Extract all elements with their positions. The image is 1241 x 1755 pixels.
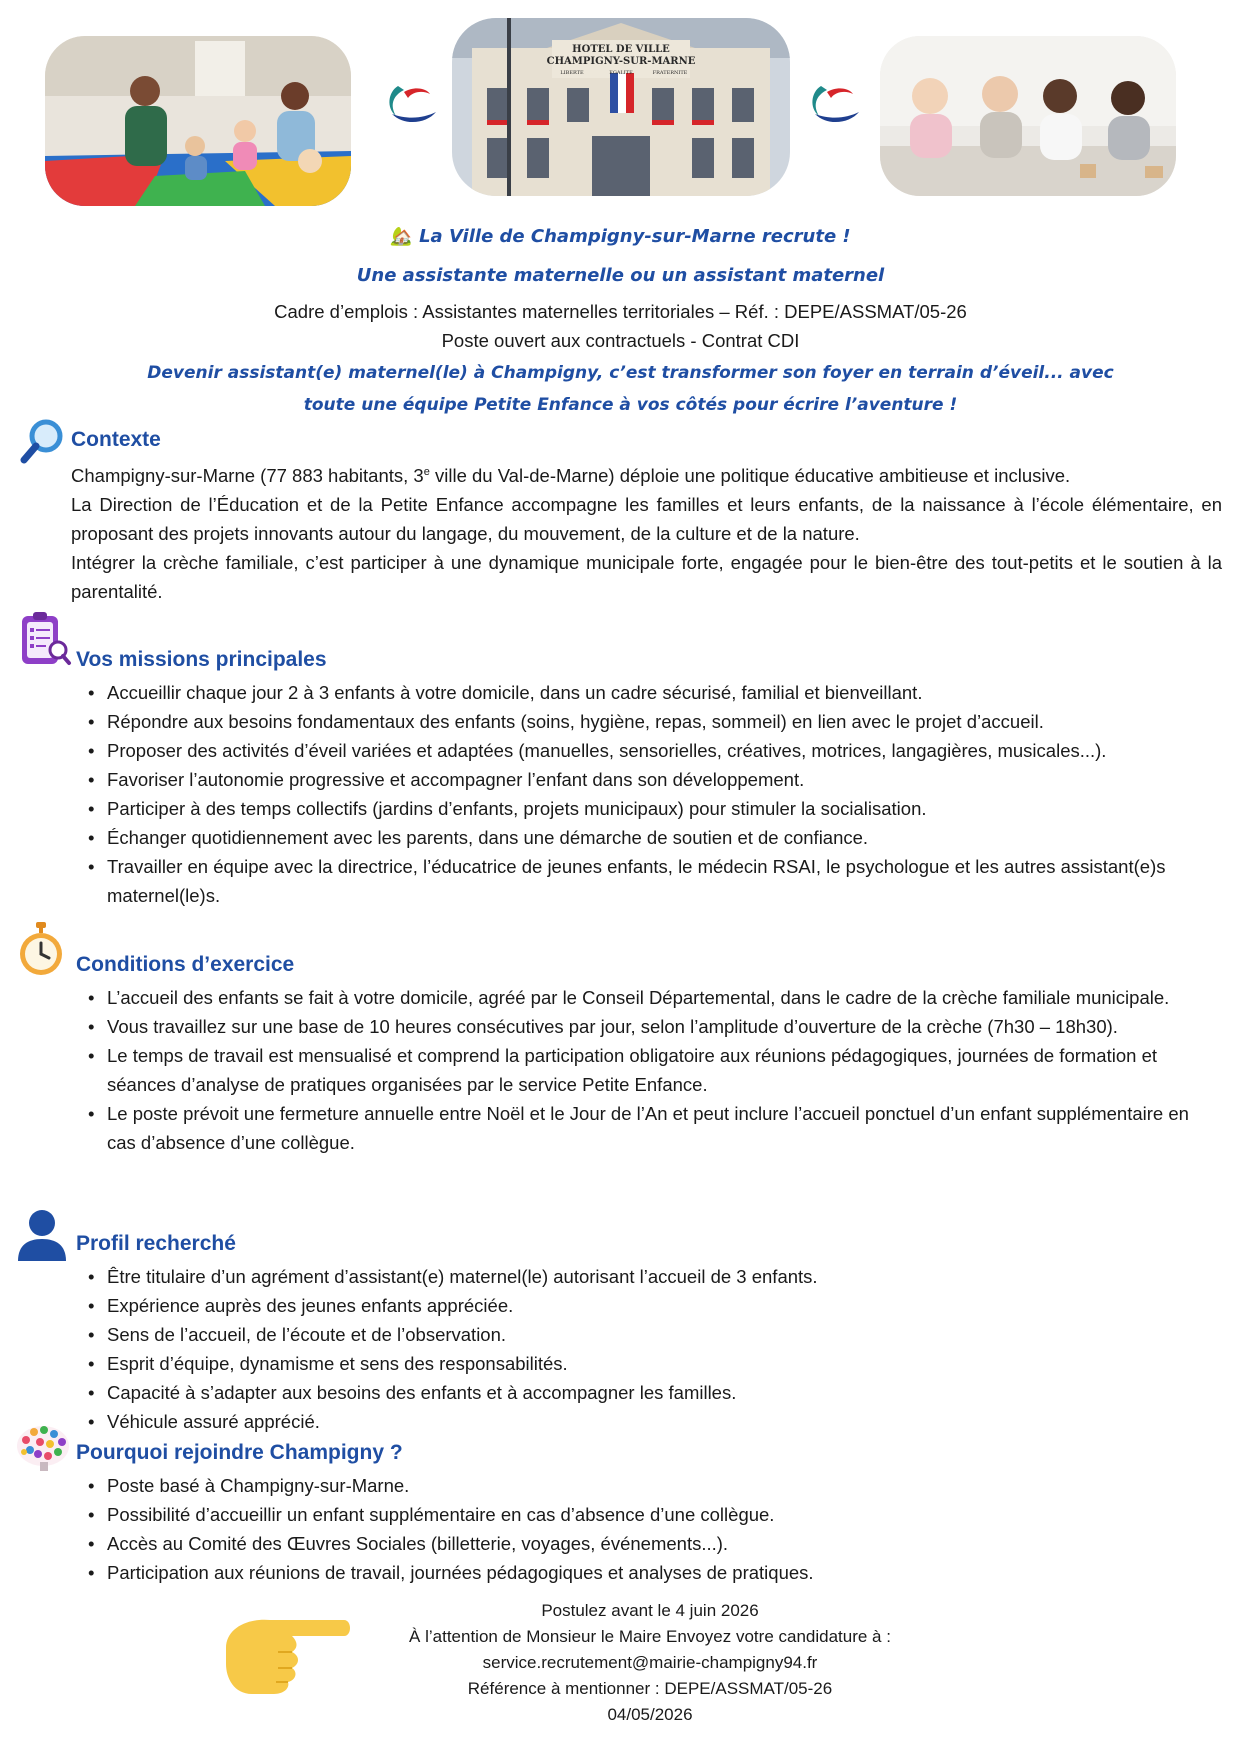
profil-list	[86, 1262, 1216, 1436]
person-icon	[14, 1207, 70, 1263]
list-item: • Accès au Comité des Œuvres Sociales (billetterie, voyages, événements...).	[86, 1529, 1216, 1558]
list-item: • Possibilité d’accueillir un enfant supplémentaire en cas d’absence d’une collègue.	[86, 1500, 1216, 1529]
tagline-line-2: toute une équipe Petite Enfance à vos côtés pour écrire l’aventure !	[303, 395, 958, 415]
footer	[340, 1598, 960, 1728]
reference-text: Référence à mentionner : DEPE/ASSMAT/05-26	[467, 1679, 833, 1698]
clipboard-icon	[16, 610, 72, 670]
missions-list	[86, 678, 1216, 910]
list-item: • Expérience auprès des jeunes enfants appréciée.	[86, 1291, 1216, 1320]
contexte-paragraph-3: Intégrer la crèche familiale, c’est participer à une dynamique municipale forte, engagée pour le bien-être des tout-petits et le soutien à la parentalité.	[71, 552, 1222, 603]
list-item: • Sens de l’accueil, de l’écoute et de l’observation.	[86, 1320, 1216, 1349]
list-item: • Le poste prévoit une fermeture annuelle entre Noël et le Jour de l’An et peut inclure l’accueil ponctuel d’un enfant supplémentaire en cas d’absence d’une collègue.	[86, 1099, 1216, 1157]
champigny-logo-icon	[382, 78, 440, 128]
list-item: • Accueillir chaque jour 2 à 3 enfants à votre domicile, dans un cadre sécurisé, familial et bienveillant.	[86, 678, 1216, 707]
list-item: • Être titulaire d’un agrément d’assistant(e) maternel(le) autorisant l’accueil de 3 enfants.	[86, 1262, 1216, 1291]
list-item: • Esprit d’équipe, dynamisme et sens des responsabilités.	[86, 1349, 1216, 1378]
contexte-body	[71, 458, 1222, 606]
contexte-paragraph-2: La Direction de l’Éducation et de la Petite Enfance accompagne les familles et leurs enfants, de la naissance à l’école élémentaire, en proposant des projets innovants autour du langage, du mouvement, de la culture et de la nature.	[71, 494, 1222, 545]
email-link[interactable]: service.recrutement@mairie-champigny94.fr	[482, 1653, 818, 1672]
contexte-paragraph-1: Champigny-sur-Marne (77 883 habitants, 3e ville du Val-de-Marne) déploie une politique éducative ambitieuse et inclusive.	[71, 465, 1071, 487]
conditions-list	[86, 983, 1216, 1157]
tagline-line-1: Devenir assistant(e) maternel(le) à Champigny, c’est transformer son foyer en terrain d’éveil... avec	[147, 363, 1114, 383]
list-item: • Favoriser l’autonomie progressive et accompagner l’enfant dans son développement.	[86, 765, 1216, 794]
list-item: • Vous travaillez sur une base de 10 heures consécutives par jour, selon l’amplitude d’ouverture de la crèche (7h30 – 18h30).	[86, 1012, 1216, 1041]
list-item: • Répondre aux besoins fondamentaux des enfants (soins, hygiène, repas, sommeil) en lien avec le projet d’accueil.	[86, 707, 1216, 736]
subtitle: Une assistante maternelle ou un assistant maternel	[356, 265, 885, 286]
section-title-contexte: Contexte	[71, 428, 161, 451]
photo-childcare-workers	[45, 36, 351, 206]
section-title-conditions: Conditions d’exercice	[76, 953, 295, 976]
list-item: • Poste basé à Champigny-sur-Marne.	[86, 1471, 1216, 1500]
list-item: • Participation aux réunions de travail, journées pédagogiques et analyses de pratiques.	[86, 1558, 1216, 1587]
pointing-hand-icon	[218, 1608, 354, 1696]
motto-fraternite: FRATERNITE	[652, 70, 688, 76]
photo-town-hall	[452, 18, 790, 196]
magnifier-icon	[18, 416, 66, 464]
house-icon: 🏡	[390, 226, 413, 247]
pourquoi-list	[86, 1471, 1216, 1587]
list-item: • Véhicule assuré apprécié.	[86, 1407, 1216, 1436]
photo-toddlers	[880, 36, 1176, 196]
cadre-emplois: Cadre d’emplois : Assistantes maternelles territoriales – Réf. : DEPE/ASSMAT/05-26	[274, 301, 967, 322]
attention-text: À l’attention de Monsieur le Maire Envoyez votre candidature à :	[409, 1627, 891, 1646]
list-item: • Échanger quotidiennement avec les parents, dans une démarche de soutien et de confiance.	[86, 823, 1216, 852]
list-item: • Participer à des temps collectifs (jardins d’enfants, projets municipaux) pour stimuler la socialisation.	[86, 794, 1216, 823]
section-title-missions: Vos missions principales	[76, 648, 327, 671]
town-hall-sign-line-1: HOTEL DE VILLE	[572, 44, 670, 55]
list-item: • Proposer des activités d’éveil variées et adaptées (manuelles, sensorielles, créatives, motrices, langagières, musicales...).	[86, 736, 1216, 765]
town-hall-sign-line-2: CHAMPIGNY-SUR-MARNE	[546, 56, 696, 67]
brain-icon	[14, 1422, 72, 1472]
stopwatch-icon	[16, 922, 66, 978]
section-title-profil: Profil recherché	[76, 1232, 236, 1255]
deadline-text: Postulez avant le 4 juin 2026	[541, 1601, 759, 1620]
header-banner	[0, 18, 1241, 218]
list-item: • Travailler en équipe avec la directrice, l’éducatrice de jeunes enfants, le médecin RSAI, le psychologue et les autres assistant(e)s maternel(le)s.	[86, 852, 1216, 910]
section-title-pourquoi: Pourquoi rejoindre Champigny ?	[76, 1441, 403, 1464]
list-item: • Capacité à s’adapter aux besoins des enfants et à accompagner les familles.	[86, 1378, 1216, 1407]
headline	[0, 226, 1241, 247]
headline-text: La Ville de Champigny-sur-Marne recrute !	[419, 226, 851, 247]
list-item: • Le temps de travail est mensualisé et comprend la participation obligatoire aux réunions pédagogiques, journées de formation et séances d’analyse de pratiques organisées par le service Petite Enfance.	[86, 1041, 1216, 1099]
motto-egalite: EGALITE	[609, 70, 633, 76]
motto-liberte: LIBERTE	[560, 70, 584, 76]
poste-ouvert: Poste ouvert aux contractuels - Contrat CDI	[441, 330, 800, 351]
champigny-logo-icon	[805, 78, 863, 128]
list-item: • L’accueil des enfants se fait à votre domicile, agréé par le Conseil Départemental, dans le cadre de la crèche familiale municipale.	[86, 983, 1216, 1012]
date-text: 04/05/2026	[607, 1705, 693, 1724]
